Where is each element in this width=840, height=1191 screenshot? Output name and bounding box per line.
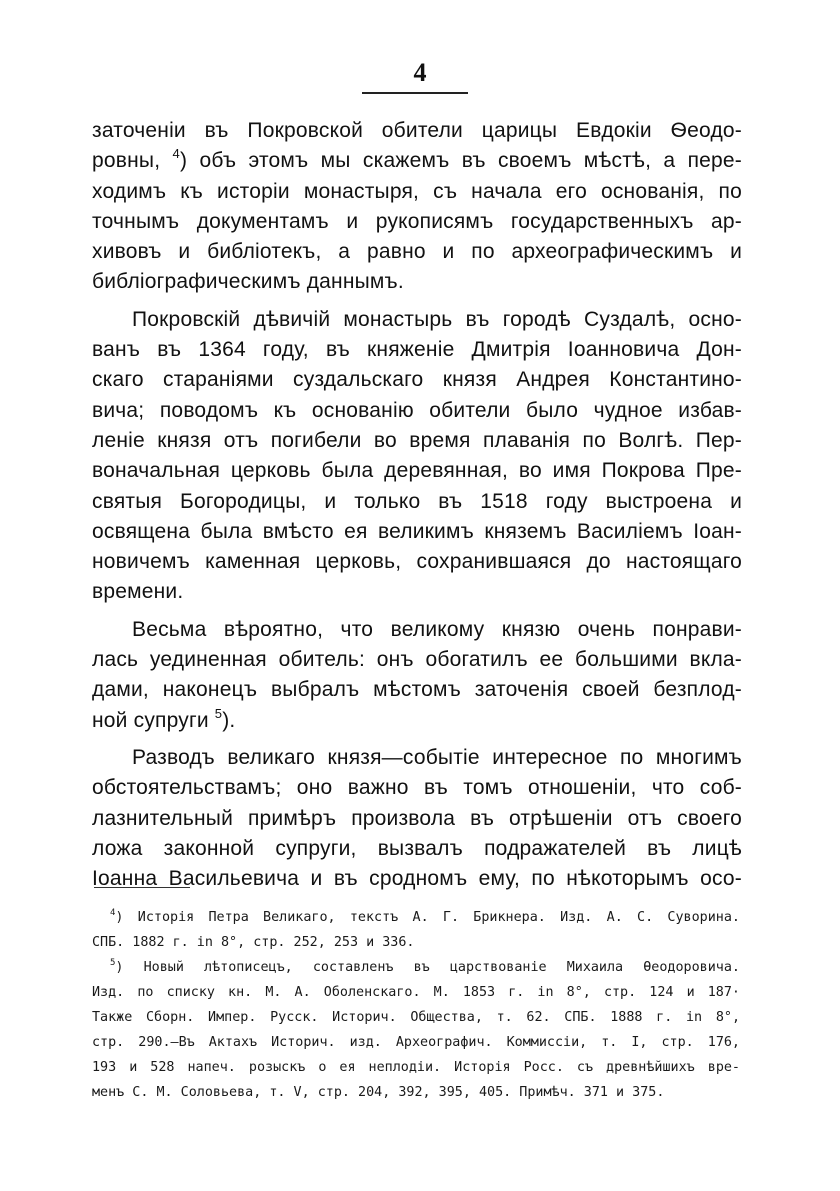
- text-line: времени.: [92, 580, 184, 604]
- text-fragment: ) Исторія Петра Великаго, текстъ А. Г. Брикнера. Изд. А. С. Суворина.: [115, 910, 740, 925]
- footnote-line: [92, 905, 740, 930]
- footnote: [92, 905, 740, 955]
- text-fragment: ровны,: [92, 149, 173, 173]
- text-line: вича; поводомъ къ основанію обители было чудное избав-: [92, 398, 742, 422]
- paragraph: [92, 116, 742, 298]
- footnote: [92, 955, 740, 1105]
- text-line: ходимъ къ исторіи монастыря, съ начала его основанія, по: [92, 179, 742, 203]
- footnote-marker: 4: [110, 908, 116, 918]
- text-line: лазнительный примѣръ произвола въ отрѣшеніи отъ своего: [92, 806, 742, 830]
- page-number: 4: [413, 58, 427, 87]
- footnote-line: [92, 955, 740, 980]
- paragraph: [92, 305, 742, 608]
- footnote-line: менъ С. М. Соловьева, т. V, стр. 204, 392, 395, 405. Примѣч. 371 и 375.: [92, 1085, 665, 1100]
- text-fragment: ).: [222, 708, 236, 732]
- text-line: Разводъ великаго князя—событіе интересное по многимъ: [132, 745, 742, 769]
- text-line: ванъ въ 1364 году, въ княженіе Дмитрія Іоанновича Дон-: [92, 338, 742, 362]
- page-number-rule: [362, 92, 468, 94]
- paragraph: [92, 743, 742, 894]
- footnote-separator: [94, 887, 190, 888]
- text-line: точнымъ документамъ и рукописямъ государственныхъ ар-: [92, 209, 742, 233]
- footnote-line: СПБ. 1882 г. in 8°, стр. 252, 253 и 336.: [92, 935, 415, 950]
- main-text: [92, 116, 742, 894]
- text-line: [92, 706, 742, 736]
- footnote-marker: 5: [110, 958, 116, 968]
- text-line: новичемъ каменная церковь, сохранившаяся до настоящаго: [92, 550, 742, 574]
- footnote-line: Изд. по списку кн. М. А. Оболенскаго. М. 1853 г. in 8°, стр. 124 и 187·: [92, 985, 740, 1000]
- footnote-line: стр. 290.—Въ Актахъ Историч. изд. Археографич. Коммиссіи, т. I, стр. 176,: [92, 1035, 740, 1050]
- text-line: дами, наконецъ выбралъ мѣстомъ заточенія своей безплод-: [92, 678, 742, 702]
- text-line: заточеніи въ Покровской обители царицы Евдокіи Ѳеодо-: [92, 119, 742, 142]
- text-line: Покровскій дѣвичій монастырь въ городѣ Суздалѣ, осно-: [132, 307, 742, 331]
- footnote-line: Также Сборн. Импер. Русск. Историч. Общества, т. 62. СПБ. 1888 г. in 8°,: [92, 1010, 740, 1025]
- text-fragment: ) Новый лѣтописецъ, составленъ въ царствованіе Михаила Ѳеодоровича.: [115, 960, 740, 975]
- text-line: ложа законной супруги, вызвалъ подражателей въ лицѣ: [92, 836, 742, 860]
- footnote-line: 193 и 528 напеч. розыскъ о ея неплодіи. Исторія Росс. съ древнѣйшихъ вре-: [92, 1060, 740, 1075]
- text-line: хивовъ и библіотекъ, а равно и по археографическимъ и: [92, 240, 742, 264]
- text-line: святыя Богородицы, и только въ 1518 году выстроена и: [92, 489, 742, 513]
- text-line: [92, 146, 742, 176]
- footnotes: [92, 905, 740, 1105]
- footnote-ref: 5: [214, 705, 223, 721]
- text-line: леніе князя отъ погибели во время плаванія по Волгѣ. Пер-: [92, 428, 742, 452]
- text-line: обстоятельствамъ; оно важно въ томъ отношеніи, что соб-: [92, 776, 742, 800]
- text-line: лась уединенная обитель: онъ обогатилъ ее большими вкла-: [92, 648, 742, 672]
- text-line: скаго стараніями суздальскаго князя Андрея Константино-: [92, 368, 742, 392]
- text-line: библіографическимъ даннымъ.: [92, 270, 404, 294]
- text-line: воначальная церковь была деревянная, во имя Покрова Пре-: [92, 459, 742, 483]
- text-fragment: ) объ этомъ мы скажемъ въ своемъ мѣстѣ, а пере-: [179, 149, 743, 173]
- text-line: Іоанна Васильевича и въ сродномъ ему, по нѣкоторымъ осо-: [92, 867, 742, 891]
- text-line: освящена была вмѣсто ея великимъ княземъ Василіемъ Іоан-: [92, 519, 742, 543]
- text-fragment: ной супруги: [92, 708, 215, 732]
- footnote-ref: 4: [172, 146, 180, 162]
- paragraph: [92, 615, 742, 736]
- text-line: Весьма вѣроятно, что великому князю очень понрави-: [132, 617, 742, 641]
